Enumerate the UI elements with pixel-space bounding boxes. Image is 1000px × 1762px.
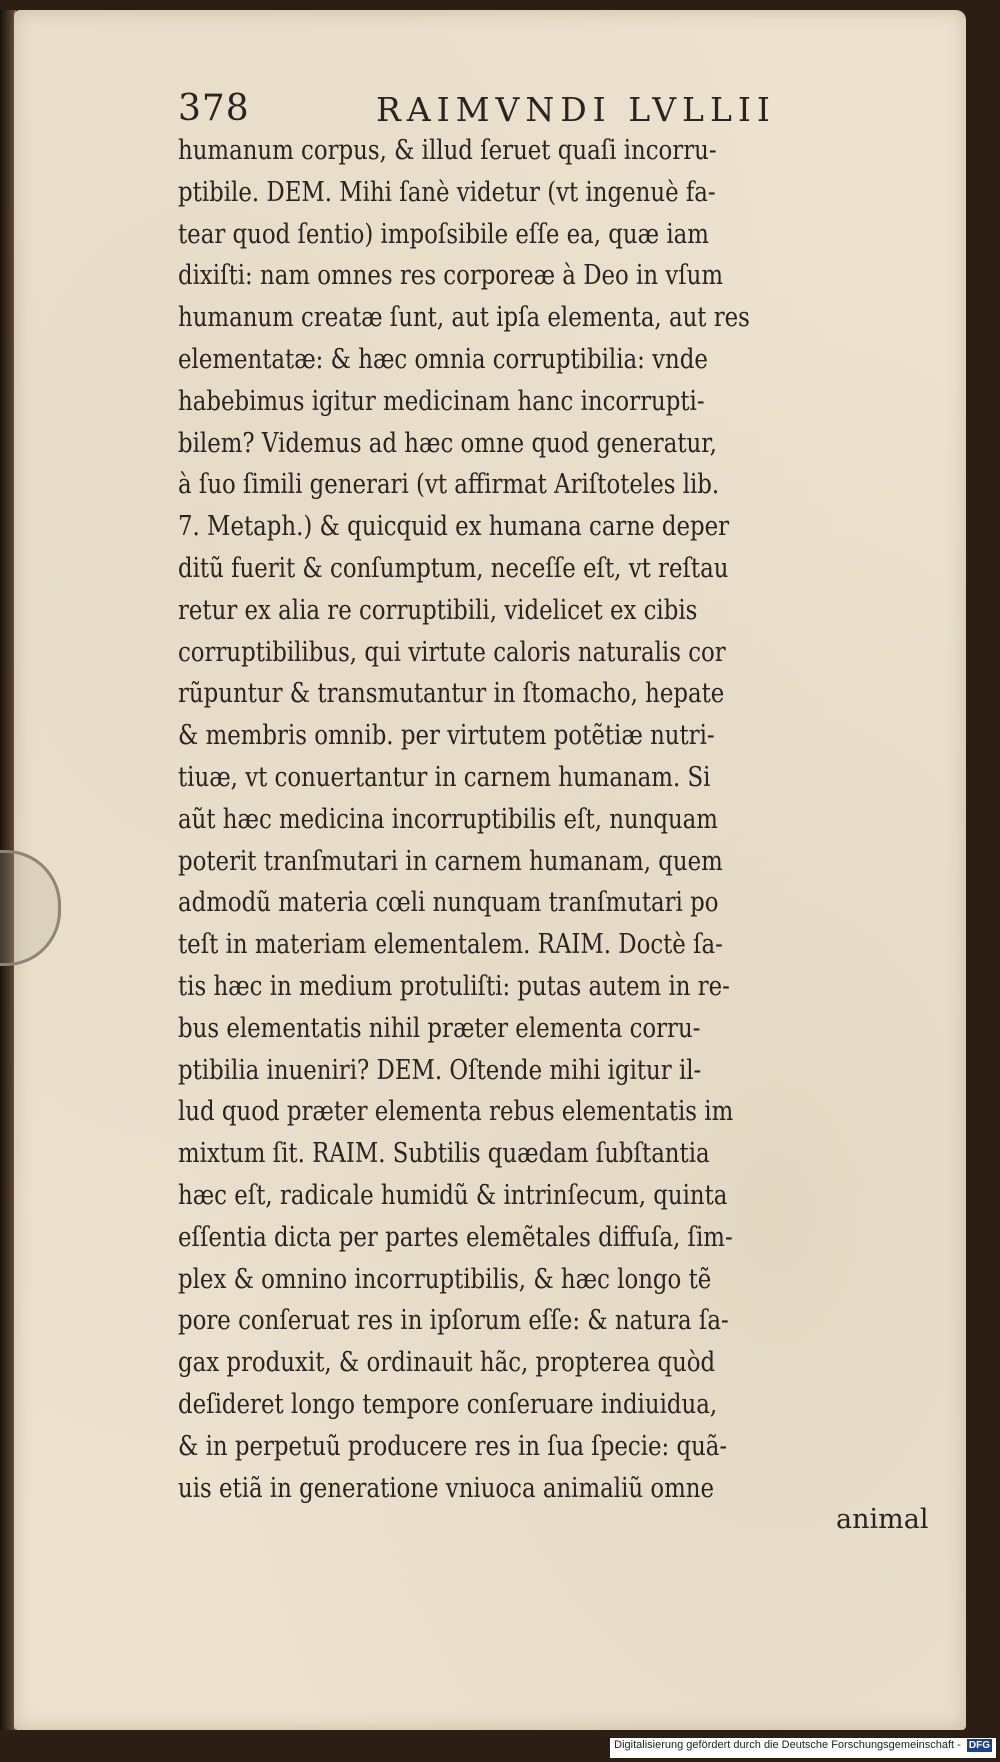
running-title: RAIMVNDI LVLLII (376, 90, 776, 129)
text-line: mixtum ſit. RAIM. Subtilis quædam ſubſtantia (178, 1138, 710, 1170)
credit-text: Digitalisierung gefördert durch die Deutsche Forschungsgemeinschaft - (614, 1739, 961, 1751)
text-line: lud quod præter elementa rebus elementatis im (178, 1096, 734, 1128)
text-line: deſideret longo tempore conſeruare indiuidua, (178, 1388, 718, 1420)
page-number: 378 (178, 88, 250, 129)
body-text (178, 130, 958, 1509)
text-line: elementatæ: & hæc omnia corruptibilia: vnde (178, 343, 708, 375)
text-line: ditũ fuerit & conſumptum, neceſſe eſt, vt reſtau (178, 552, 729, 584)
text-line: bilem? Videmus ad hæc omne quod generatur, (178, 427, 717, 459)
text-line: uis etiã in generatione vniuoca animaliũ omne (178, 1472, 714, 1504)
text-line: humanum corpus, & illud ſeruet quaſi incorru- (178, 135, 717, 166)
text-line: rũpuntur & transmutantur in ſtomacho, hepate (178, 678, 725, 710)
text-line: habebimus igitur medicinam hanc incorrupti- (178, 385, 705, 417)
catchword: animal (836, 1504, 929, 1535)
digitization-credit (610, 1738, 996, 1758)
running-header (178, 80, 798, 136)
text-line: eſſentia dicta per partes elemẽtales diffuſa, ſim- (178, 1221, 733, 1253)
text-line: aũt hæc medicina incorruptibilis eſt, nunquam (178, 803, 718, 835)
text-line: gax produxit, & ordinauit hãc, propterea quòd (178, 1347, 716, 1379)
text-line: tear quod ſentio) impoſsibile eſſe ea, quæ iam (178, 218, 709, 250)
text-line: tis hæc in medium protuliſti: putas autem in re- (178, 970, 730, 1002)
text-line: & membris omnib. per virtutem potẽtiæ nutri- (178, 720, 715, 752)
text-line: tiuæ, vt conuertantur in carnem humanam. Si (178, 761, 711, 793)
text-line: admodũ materia cœli nunquam tranſmutari po (178, 887, 719, 919)
text-line: humanum creatæ ſunt, aut ipſa elementa, aut res (178, 302, 750, 334)
text-line: bus elementatis nihil præter elementa corru- (178, 1012, 701, 1044)
text-line: pore conſeruat res in ipſorum eſſe: & natura ſa- (178, 1305, 729, 1337)
text-line: à ſuo ſimili generari (vt affirmat Ariſtoteles lib. (178, 469, 720, 501)
text-line: poterit tranſmutari in carnem humanam, quem (178, 845, 723, 877)
text-line: dixiſti: nam omnes res corporeæ à Deo in vſum (178, 260, 724, 292)
text-line: & in perpetuũ producere res in ſua ſpecie: quã- (178, 1430, 728, 1462)
dfg-logo: DFG (968, 1740, 990, 1751)
text-line: 7. Metaph.) & quicquid ex humana carne deper (178, 511, 730, 543)
text-line: ptibile. DEM. Mihi ſanè videtur (vt ingenuè fa- (178, 176, 716, 208)
text-line: plex & omnino incorruptibilis, & hæc longo tẽ (178, 1263, 712, 1295)
text-line: hæc eſt, radicale humidũ & intrinſecum, quinta (178, 1179, 728, 1211)
text-line: retur ex alia re corruptibili, videlicet ex cibis (178, 594, 698, 626)
text-line: corruptibilibus, qui virtute caloris naturalis cor (178, 636, 726, 668)
text-line: teſt in materiam elementalem. RAIM. Doctè ſa- (178, 929, 723, 961)
text-line: ptibilia inueniri? DEM. Oſtende mihi igitur il- (178, 1054, 702, 1086)
